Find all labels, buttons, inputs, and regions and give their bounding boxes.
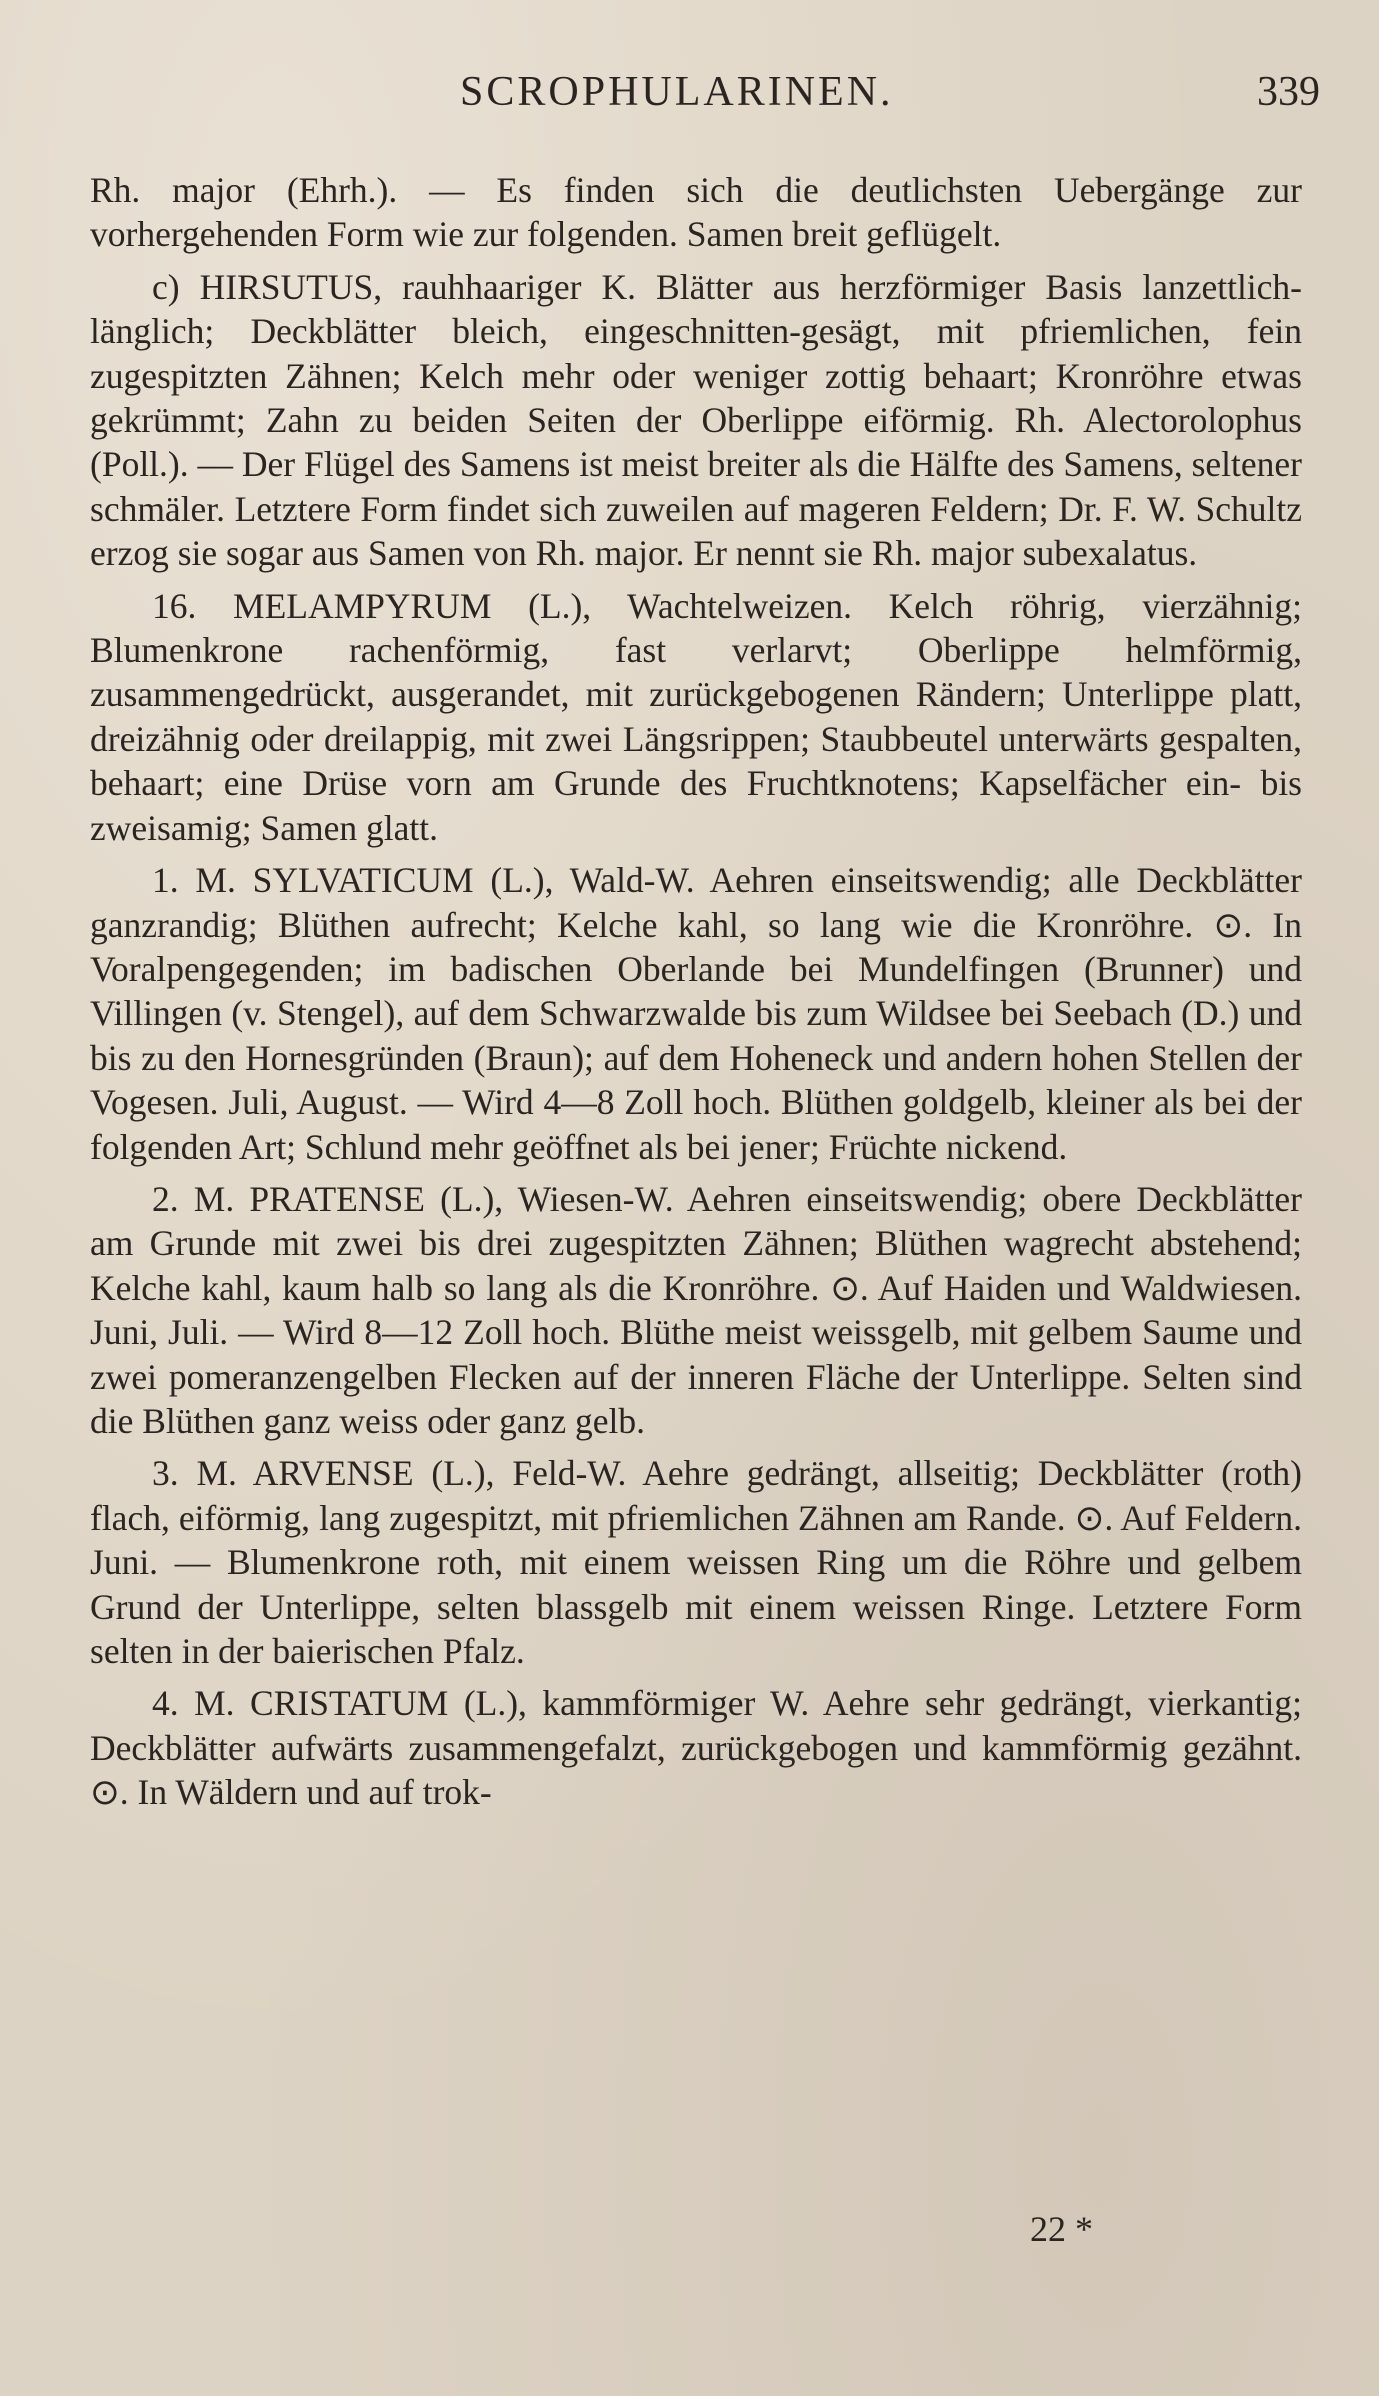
body-text: [90, 168, 1302, 1823]
paragraph-m-cristatum: 4. M. CRISTATUM (L.), kammförmiger W. Aehre sehr gedrängt, vierkantig; Deckblätter aufwärts zusammengefalzt, zurückgebogen und kammförmig gezähnt. ⊙. In Wäldern und auf trok-: [90, 1683, 1302, 1813]
paragraph-hirsutus: c) HIRSUTUS, rauhhaariger K. Blätter aus herzförmiger Basis lanzettlich-länglich; Deckblätter bleich, eingeschnitten-gesägt, mit pfriemlichen, fein zugespitzten Zähnen; Kelch mehr oder weniger zottig behaart; Kronröhre etwas gekrümmt; Zahn zu beiden Seiten der Oberlippe eiförmig. Rh. Alectorolophus (Poll.). — Der Flügel des Samens ist meist breiter als die Hälfte des Samens, seltener schmäler. Letztere Form findet sich zuweilen auf mageren Feldern; Dr. F. W. Schultz erzog sie sogar aus Samen von Rh. major. Er nennt sie Rh. major subexalatus.: [90, 266, 1302, 574]
page-header: [90, 68, 1320, 128]
page-number: 339: [1257, 69, 1320, 115]
paragraph-rh-major: Rh. major (Ehrh.). — Es finden sich die deutlichsten Uebergänge zur vorhergehenden Form wie zur folgenden. Samen breit geflügelt.: [90, 170, 1302, 255]
paragraph-melampyrum-genus: 16. MELAMPYRUM (L.), Wachtelweizen. Kelch röhrig, vierzähnig; Blumenkrone rachenförmig, fast verlarvt; Oberlippe helmförmig, zusammengedrückt, ausgerandet, mit zurückgebogenen Rändern; Unterlippe platt, dreizähnig oder dreilappig, mit zwei Längsrippen; Staubbeutel unterwärts gespalten, behaart; eine Drüse vorn am Grunde des Fruchtknotens; Kapselfächer ein- bis zweisamig; Samen glatt.: [90, 585, 1302, 848]
paragraph-m-pratense: 2. M. PRATENSE (L.), Wiesen-W. Aehren einseitswendig; obere Deckblätter am Grunde mit zwei bis drei zugespitzten Zähnen; Blüthen wagrecht abstehend; Kelche kahl, kaum halb so lang als die Kronröhre. ⊙. Auf Haiden und Waldwiesen. Juni, Juli. — Wird 8—12 Zoll hoch. Blüthe meist weissgelb, mit gelbem Saume und zwei pomeranzengelben Flecken auf der inneren Fläche der Unterlippe. Selten sind die Blüthen ganz weiss oder ganz gelb.: [90, 1178, 1302, 1441]
paragraph-m-arvense: 3. M. ARVENSE (L.), Feld-W. Aehre gedrängt, allseitig; Deckblätter (roth) flach, eiförmig, lang zugespitzt, mit pfriemlichen Zähnen am Rande. ⊙. Auf Feldern. Juni. — Blumenkrone roth, mit einem weissen Ring um die Röhre und gelbem Grund der Unterlippe, selten blassgelb mit einem weissen Ringe. Letztere Form selten in der baierischen Pfalz.: [90, 1453, 1302, 1671]
signature-mark: 22 *: [1030, 2209, 1093, 2249]
running-title: SCROPHULARINEN.: [460, 69, 894, 115]
paragraph-m-sylvaticum: 1. M. SYLVATICUM (L.), Wald-W. Aehren einseitswendig; alle Deckblätter ganzrandig; Blüthen aufrecht; Kelche kahl, so lang wie die Kronröhre. ⊙. In Voralpengegenden; im badischen Oberlande bei Mundelfingen (Brunner) und Villingen (v. Stengel), auf dem Schwarzwalde bis zum Wildsee bei Seebach (D.) und bis zu den Hornesgründen (Braun); auf dem Hoheneck und andern hohen Stellen der Vogesen. Juli, August. — Wird 4—8 Zoll hoch. Blüthen goldgelb, kleiner als bei der folgenden Art; Schlund mehr geöffnet als bei jener; Früchte nickend.: [90, 860, 1302, 1167]
